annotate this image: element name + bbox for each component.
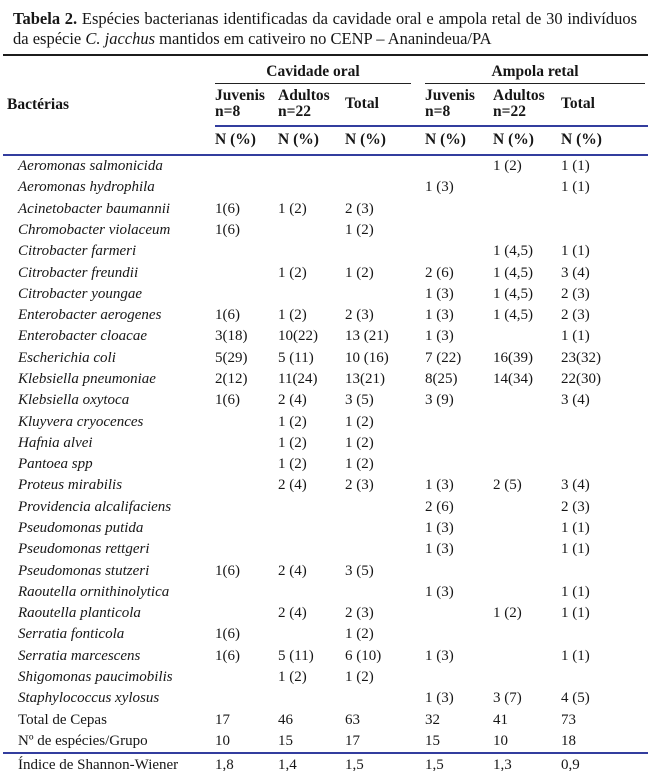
bacteria-name: Serratia fonticola [18, 626, 125, 643]
table-body [3, 155, 648, 771]
cell-retal-juvenis [425, 433, 493, 454]
bacteria-name: Pantoea spp [18, 456, 93, 473]
cell-retal-juvenis: 1 (3) [425, 307, 454, 324]
table-caption [13, 9, 637, 49]
cell-retal-total: 3 (4) [561, 264, 590, 281]
table-row [3, 262, 648, 283]
cell-oral-total: 2 (3) [345, 605, 374, 622]
cell-oral-adultos: 1 (2) [278, 264, 307, 281]
cell-retal-juvenis [425, 155, 493, 177]
table-row [3, 667, 648, 688]
cell-retal-adultos [493, 582, 561, 603]
unit-oral-juvenis: N (%) [215, 126, 278, 155]
cell-oral-juvenis: 1,8 [215, 753, 278, 771]
retal-juvenis-n: n=8 [425, 103, 451, 120]
cell-oral-juvenis: 17 [215, 711, 230, 728]
bacteria-name: Citrobacter freundii [18, 264, 139, 281]
cell-retal-juvenis [425, 220, 493, 241]
cell-retal-total: 2 (3) [561, 498, 590, 515]
cell-oral-total: 17 [345, 732, 360, 749]
cell-oral-juvenis: 1(6) [215, 562, 240, 579]
bacteria-name: Providencia alcalifaciens [18, 498, 172, 515]
cell-retal-juvenis: 1 (3) [425, 179, 454, 196]
cell-oral-juvenis [215, 475, 278, 496]
cell-oral-juvenis [215, 433, 278, 454]
table-row [3, 369, 648, 390]
table-row [3, 433, 648, 454]
cell-oral-total [345, 155, 425, 177]
cell-retal-total: 1 (1) [561, 605, 590, 622]
cell-oral-juvenis: 5(29) [215, 349, 248, 366]
cell-retal-adultos [493, 199, 561, 220]
cell-oral-adultos: 5 (11) [278, 349, 314, 366]
cell-retal-juvenis [425, 603, 493, 624]
bacteria-name: Total de Cepas [18, 711, 107, 728]
cell-oral-adultos: 5 (11) [278, 647, 314, 664]
cell-oral-juvenis: 1(6) [215, 626, 240, 643]
cell-retal-total: 2 (3) [561, 307, 590, 324]
cell-retal-total: 1 (1) [561, 243, 590, 260]
cell-oral-total [345, 582, 425, 603]
column-header-retal-total [561, 84, 648, 126]
cell-oral-adultos [278, 582, 345, 603]
cell-retal-adultos [493, 433, 561, 454]
cell-retal-juvenis: 1 (3) [425, 328, 454, 345]
retal-total-label: Total [561, 95, 595, 112]
cell-retal-total: 1 (1) [561, 541, 590, 558]
table-row [3, 305, 648, 326]
cell-oral-total: 13(21) [345, 371, 385, 387]
cell-retal-total: 3 (4) [561, 477, 590, 494]
cell-oral-total: 6 (10) [345, 647, 382, 664]
table-row [3, 539, 648, 560]
cell-oral-total [345, 518, 425, 539]
cell-retal-juvenis: 15 [425, 732, 440, 749]
cell-retal-total: 1 (1) [561, 647, 590, 664]
cell-oral-adultos: 11(24) [278, 371, 318, 387]
cell-retal-juvenis: 1 (3) [425, 519, 454, 536]
cell-oral-adultos: 1 (2) [278, 668, 307, 685]
cell-retal-total [561, 433, 648, 454]
unit-oral-adultos: N (%) [278, 126, 345, 155]
cell-retal-adultos: 2 (5) [493, 477, 522, 494]
cell-retal-total: 1 (1) [561, 519, 590, 536]
cell-oral-juvenis [215, 155, 278, 177]
cell-oral-total [345, 539, 425, 560]
cell-retal-adultos: 14(34) [493, 371, 533, 387]
cell-retal-total [561, 411, 648, 432]
cell-oral-adultos: 2 (4) [278, 392, 307, 409]
group-header-cavidade-oral-label: Cavidade oral [215, 63, 411, 84]
cell-oral-adultos [278, 497, 345, 518]
table-row [3, 155, 648, 177]
cell-oral-adultos: 2 (4) [278, 477, 307, 494]
cell-oral-adultos [278, 518, 345, 539]
cell-oral-juvenis: 2(12) [215, 371, 248, 387]
cell-oral-total: 3 (5) [345, 392, 374, 409]
bacteria-name: Staphylococcus xylosus [18, 690, 160, 707]
table-row [3, 518, 648, 539]
cell-oral-juvenis [215, 667, 278, 688]
cell-oral-total [345, 688, 425, 709]
caption-species-name: C. jacchus [85, 29, 156, 48]
retal-adultos-label: Adultos [493, 87, 545, 104]
cell-oral-juvenis [215, 688, 278, 709]
cell-oral-total [345, 497, 425, 518]
bacteria-name: Pseudomonas putida [18, 519, 144, 536]
cell-retal-total: 4 (5) [561, 690, 590, 707]
bacteria-name: Hafnia alvei [18, 434, 93, 451]
cell-oral-total: 3 (5) [345, 562, 374, 579]
cell-oral-juvenis [215, 284, 278, 305]
cell-oral-adultos [278, 220, 345, 241]
cell-oral-total [345, 241, 425, 262]
column-header-oral-adultos [278, 84, 345, 126]
group-header-ampola-retal [425, 55, 648, 84]
column-header-retal-adultos [493, 84, 561, 126]
cell-oral-total: 1 (2) [345, 222, 374, 239]
cell-oral-total: 2 (3) [345, 200, 374, 217]
table-row [3, 753, 648, 771]
oral-juvenis-n: n=8 [215, 103, 241, 120]
cell-oral-total: 13 (21) [345, 328, 389, 345]
cell-oral-juvenis: 1(6) [215, 200, 240, 217]
cell-retal-total: 2 (3) [561, 285, 590, 302]
table-row [3, 199, 648, 220]
group-header-cavidade-oral [215, 55, 425, 84]
table-row [3, 582, 648, 603]
cell-retal-total: 1 (1) [561, 328, 590, 345]
cell-retal-adultos [493, 645, 561, 666]
cell-retal-juvenis: 1 (3) [425, 583, 454, 600]
oral-juvenis-label: Juvenis [215, 87, 265, 104]
cell-retal-juvenis [425, 624, 493, 645]
cell-oral-adultos [278, 241, 345, 262]
unit-retal-total: N (%) [561, 126, 648, 155]
cell-retal-juvenis: 1 (3) [425, 477, 454, 494]
cell-oral-adultos: 10(22) [278, 328, 318, 345]
cell-retal-adultos: 1 (4,5) [493, 307, 533, 324]
cell-retal-total: 22(30) [561, 371, 601, 387]
cell-retal-total [561, 199, 648, 220]
cell-oral-juvenis: 1(6) [215, 222, 240, 239]
cell-oral-juvenis: 1(6) [215, 392, 240, 409]
bacteria-name: Pseudomonas rettgeri [18, 541, 150, 558]
cell-retal-juvenis: 2 (6) [425, 498, 454, 515]
cell-retal-total [561, 220, 648, 241]
table-row [3, 624, 648, 645]
cell-oral-adultos [278, 284, 345, 305]
cell-retal-adultos [493, 326, 561, 347]
cell-retal-adultos: 1 (2) [493, 158, 522, 175]
cell-oral-adultos: 46 [278, 711, 293, 728]
cell-oral-adultos: 1 (2) [278, 413, 307, 430]
cell-oral-total: 2 (3) [345, 477, 374, 494]
bacteria-name: Raoutella ornithinolytica [18, 583, 170, 600]
oral-adultos-label: Adultos [278, 87, 330, 104]
cell-oral-adultos: 1 (2) [278, 456, 307, 473]
bacteria-name: Acinetobacter baumannii [18, 200, 171, 217]
unit-retal-adultos: N (%) [493, 126, 561, 155]
cell-retal-juvenis: 7 (22) [425, 349, 462, 366]
bacteria-name: Escherichia coli [18, 349, 116, 366]
cell-retal-adultos [493, 518, 561, 539]
oral-total-label: Total [345, 95, 379, 112]
table-row [3, 411, 648, 432]
cell-retal-adultos: 1 (4,5) [493, 243, 533, 260]
bacteria-name: Klebsiella oxytoca [18, 392, 130, 409]
table-row [3, 177, 648, 198]
table-row [3, 220, 648, 241]
bacteria-name: Serratia marcescens [18, 647, 141, 664]
cell-oral-juvenis [215, 262, 278, 283]
table-row [3, 241, 648, 262]
bacteria-name: Enterobacter cloacae [18, 328, 147, 345]
cell-retal-adultos [493, 667, 561, 688]
retal-adultos-n: n=22 [493, 103, 526, 120]
unit-retal-juvenis: N (%) [425, 126, 493, 155]
retal-juvenis-label: Juvenis [425, 87, 475, 104]
oral-adultos-n: n=22 [278, 103, 311, 120]
cell-retal-juvenis: 1 (3) [425, 541, 454, 558]
group-header-ampola-retal-label: Ampola retal [425, 63, 645, 84]
bacteria-name: Shigomonas paucimobilis [18, 668, 173, 685]
cell-oral-adultos [278, 624, 345, 645]
bacteria-name: Kluyvera cryocences [18, 413, 144, 430]
table-row [3, 348, 648, 369]
cell-oral-juvenis [215, 241, 278, 262]
table-row [3, 731, 648, 753]
cell-retal-total: 73 [561, 711, 576, 728]
bacteria-name: Citrobacter farmeri [18, 243, 137, 260]
cell-retal-total [561, 454, 648, 475]
cell-retal-adultos [493, 624, 561, 645]
table-row [3, 454, 648, 475]
cell-oral-juvenis [215, 518, 278, 539]
cell-retal-total: 23(32) [561, 349, 601, 366]
cell-retal-juvenis: 8(25) [425, 371, 458, 387]
table-row [3, 603, 648, 624]
cell-retal-total [561, 667, 648, 688]
column-header-bacterias: Bactérias [3, 55, 215, 155]
cell-oral-total [345, 284, 425, 305]
cell-oral-adultos [278, 155, 345, 177]
table-row [3, 284, 648, 305]
cell-oral-total: 1 (2) [345, 456, 374, 473]
cell-retal-juvenis: 1 (3) [425, 647, 454, 664]
cell-oral-adultos: 1 (2) [278, 200, 307, 217]
cell-retal-juvenis [425, 199, 493, 220]
cell-oral-total: 10 (16) [345, 349, 389, 366]
column-header-oral-juvenis [215, 84, 278, 126]
cell-retal-juvenis [425, 454, 493, 475]
column-header-oral-total [345, 84, 425, 126]
cell-retal-adultos [493, 390, 561, 411]
cell-retal-adultos: 1,3 [493, 753, 561, 771]
bacteria-name: Pseudomonas stutzeri [18, 562, 150, 579]
cell-retal-adultos [493, 177, 561, 198]
cell-retal-juvenis [425, 560, 493, 581]
caption-text-before: Espécies bacterianas identificadas da cavidade oral e ampola retal de 30 indivíduos da espécie [13, 9, 637, 48]
cell-oral-juvenis: 3(18) [215, 328, 248, 345]
cell-retal-juvenis: 32 [425, 711, 440, 728]
caption-label: Tabela 2. [13, 9, 78, 28]
cell-retal-adultos [493, 411, 561, 432]
cell-retal-total: 1 (1) [561, 179, 590, 196]
cell-retal-adultos [493, 454, 561, 475]
cell-retal-adultos: 41 [493, 711, 508, 728]
cell-retal-adultos: 10 [493, 732, 508, 749]
bacteria-name: Klebsiella pneumoniae [18, 371, 156, 387]
cell-oral-total: 1 (2) [345, 434, 374, 451]
bacteria-name: Nº de espécies/Grupo [18, 732, 148, 749]
unit-oral-total: N (%) [345, 126, 425, 155]
cell-oral-juvenis [215, 539, 278, 560]
cell-retal-adultos [493, 220, 561, 241]
cell-retal-juvenis [425, 667, 493, 688]
cell-retal-juvenis: 1 (3) [425, 690, 454, 707]
cell-oral-total: 63 [345, 711, 360, 728]
cell-oral-total: 1 (2) [345, 626, 374, 643]
cell-oral-adultos: 2 (4) [278, 605, 307, 622]
table-row [3, 560, 648, 581]
bacteria-name: Aeromonas salmonicida [18, 158, 163, 175]
bacteria-name: Proteus mirabilis [18, 477, 123, 494]
cell-oral-total: 1 (2) [345, 413, 374, 430]
cell-oral-juvenis: 1(6) [215, 307, 240, 324]
cell-oral-juvenis [215, 177, 278, 198]
cell-oral-adultos: 2 (4) [278, 562, 307, 579]
cell-oral-adultos: 1 (2) [278, 307, 307, 324]
cell-oral-adultos: 1 (2) [278, 434, 307, 451]
cell-retal-adultos: 16(39) [493, 349, 533, 366]
cell-oral-total: 2 (3) [345, 307, 374, 324]
table-row [3, 326, 648, 347]
cell-retal-total [561, 560, 648, 581]
cell-oral-juvenis: 1(6) [215, 647, 240, 664]
bacteria-name: Chromobacter violaceum [18, 222, 171, 239]
cell-oral-juvenis: 10 [215, 732, 230, 749]
cell-oral-adultos [278, 688, 345, 709]
cell-oral-juvenis [215, 582, 278, 603]
cell-oral-juvenis [215, 454, 278, 475]
table-row [3, 688, 648, 709]
cell-retal-adultos: 1 (4,5) [493, 285, 533, 302]
cell-oral-total [345, 177, 425, 198]
cell-retal-total [561, 624, 648, 645]
cell-oral-total: 1,5 [345, 753, 425, 771]
table-header [3, 55, 648, 155]
table-row [3, 645, 648, 666]
group-header-row [3, 55, 648, 84]
column-header-retal-juvenis [425, 84, 493, 126]
cell-retal-juvenis: 3 (9) [425, 392, 454, 409]
cell-retal-total: 3 (4) [561, 392, 590, 409]
table-row [3, 390, 648, 411]
caption-text-after: mantidos em cativeiro no CENP – Ananindeua/PA [155, 29, 492, 48]
cell-retal-total: 18 [561, 732, 576, 749]
table-row [3, 709, 648, 730]
cell-oral-juvenis [215, 411, 278, 432]
cell-retal-adultos [493, 539, 561, 560]
cell-retal-total: 1 (1) [561, 158, 590, 175]
cell-retal-juvenis: 1 (3) [425, 285, 454, 302]
table-row [3, 475, 648, 496]
table-row [3, 497, 648, 518]
cell-retal-adultos: 1 (4,5) [493, 264, 533, 281]
cell-retal-total: 1 (1) [561, 583, 590, 600]
cell-oral-juvenis [215, 497, 278, 518]
cell-oral-adultos [278, 177, 345, 198]
cell-retal-adultos [493, 560, 561, 581]
cell-retal-adultos: 3 (7) [493, 690, 522, 707]
cell-oral-juvenis [215, 603, 278, 624]
bacteria-name: Aeromonas hydrophila [18, 179, 155, 196]
cell-oral-adultos [278, 539, 345, 560]
cell-retal-juvenis [425, 241, 493, 262]
cell-retal-total: 0,9 [561, 753, 648, 771]
cell-oral-adultos: 15 [278, 732, 293, 749]
bacteria-name: Enterobacter aerogenes [18, 307, 162, 324]
cell-oral-total: 1 (2) [345, 668, 374, 685]
bacteria-name: Índice de Shannon-Wiener [3, 753, 215, 771]
cell-retal-juvenis: 1,5 [425, 753, 493, 771]
cell-oral-adultos: 1,4 [278, 753, 345, 771]
cell-retal-adultos: 1 (2) [493, 605, 522, 622]
cell-oral-total: 1 (2) [345, 264, 374, 281]
bacteria-name: Raoutella planticola [18, 605, 141, 622]
bacteria-name: Citrobacter youngae [18, 285, 143, 302]
cell-retal-juvenis [425, 411, 493, 432]
cell-retal-adultos [493, 497, 561, 518]
cell-retal-juvenis: 2 (6) [425, 264, 454, 281]
bacteria-table [3, 54, 648, 771]
